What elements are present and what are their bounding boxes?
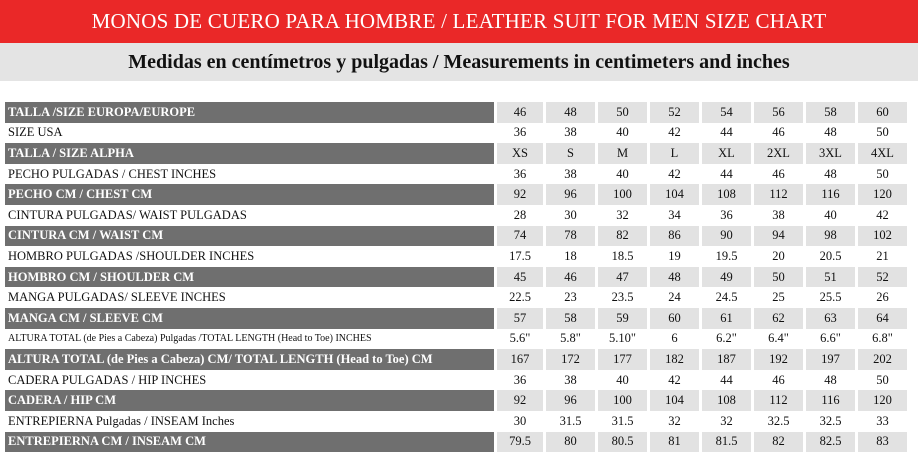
size-value-cell: 44: [699, 164, 751, 185]
table-row: [5, 205, 907, 226]
size-chart-table: [5, 102, 907, 452]
row-label: TALLA /SIZE EUROPA/EUROPE: [5, 102, 494, 123]
row-label: ENTREPIERNA CM / INSEAM CM: [5, 432, 494, 453]
size-value-cell: 50: [855, 123, 907, 144]
size-value-cell: 32: [595, 205, 647, 226]
size-value-cell: 34: [647, 205, 699, 226]
size-chart-body: [5, 102, 907, 452]
size-value-cell: 20: [751, 246, 803, 267]
size-value-cell: 48: [647, 267, 699, 288]
size-value-cell: 40: [595, 164, 647, 185]
row-label: ALTURA TOTAL (de Pies a Cabeza) Pulgadas /TOTAL LENGTH (Head to Toe) INCHES: [5, 329, 494, 350]
table-row: [5, 267, 907, 288]
size-value-cell: 19: [647, 246, 699, 267]
size-value-cell: 36: [699, 205, 751, 226]
size-value-cell: 58: [543, 308, 595, 329]
size-value-cell: 120: [855, 184, 907, 205]
size-value-cell: 104: [647, 184, 699, 205]
size-value-cell: 49: [699, 267, 751, 288]
size-value-cell: 172: [543, 349, 595, 370]
size-value-cell: 100: [595, 184, 647, 205]
size-value-cell: 96: [543, 184, 595, 205]
row-label: PECHO PULGADAS / CHEST INCHES: [5, 164, 494, 185]
size-value-cell: 48: [543, 102, 595, 123]
size-value-cell: 102: [855, 226, 907, 247]
size-value-cell: 42: [647, 123, 699, 144]
table-row: [5, 308, 907, 329]
size-value-cell: 108: [699, 184, 751, 205]
size-value-cell: 48: [803, 123, 855, 144]
size-value-cell: 44: [699, 370, 751, 391]
size-value-cell: 3XL: [803, 143, 855, 164]
row-label: PECHO CM / CHEST CM: [5, 184, 494, 205]
size-value-cell: 80.5: [595, 432, 647, 453]
size-value-cell: 31.5: [543, 411, 595, 432]
size-value-cell: 94: [751, 226, 803, 247]
size-value-cell: 81: [647, 432, 699, 453]
size-value-cell: 46: [543, 267, 595, 288]
size-value-cell: 187: [699, 349, 751, 370]
table-row: [5, 184, 907, 205]
row-label: ENTREPIERNA Pulgadas / INSEAM Inches: [5, 411, 494, 432]
size-value-cell: 104: [647, 390, 699, 411]
size-value-cell: 50: [855, 164, 907, 185]
size-value-cell: 38: [543, 370, 595, 391]
size-value-cell: 116: [803, 390, 855, 411]
row-label: ALTURA TOTAL (de Pies a Cabeza) CM/ TOTAL LENGTH (Head to Toe) CM: [5, 349, 494, 370]
size-value-cell: 5.8": [543, 329, 595, 350]
row-label: CINTURA PULGADAS/ WAIST PULGADAS: [5, 205, 494, 226]
size-value-cell: 38: [751, 205, 803, 226]
size-value-cell: S: [543, 143, 595, 164]
size-value-cell: XS: [494, 143, 543, 164]
size-value-cell: 46: [751, 123, 803, 144]
size-value-cell: 24.5: [699, 287, 751, 308]
size-value-cell: 26: [855, 287, 907, 308]
size-value-cell: 25: [751, 287, 803, 308]
table-row: [5, 143, 907, 164]
size-value-cell: 5.10": [595, 329, 647, 350]
size-value-cell: 4XL: [855, 143, 907, 164]
row-label: TALLA / SIZE ALPHA: [5, 143, 494, 164]
size-value-cell: 31.5: [595, 411, 647, 432]
size-value-cell: 197: [803, 349, 855, 370]
size-value-cell: 82: [751, 432, 803, 453]
size-value-cell: 23.5: [595, 287, 647, 308]
table-row: [5, 123, 907, 144]
size-value-cell: 52: [647, 102, 699, 123]
row-label: MANGA CM / SLEEVE CM: [5, 308, 494, 329]
size-value-cell: 81.5: [699, 432, 751, 453]
size-value-cell: 59: [595, 308, 647, 329]
size-value-cell: 54: [699, 102, 751, 123]
size-value-cell: 167: [494, 349, 543, 370]
table-row: [5, 287, 907, 308]
size-value-cell: 82.5: [803, 432, 855, 453]
table-row: [5, 329, 907, 350]
size-value-cell: 82: [595, 226, 647, 247]
table-row: [5, 411, 907, 432]
size-value-cell: 38: [543, 164, 595, 185]
size-value-cell: 96: [543, 390, 595, 411]
size-value-cell: 6.4": [751, 329, 803, 350]
table-row: [5, 246, 907, 267]
size-value-cell: 32: [699, 411, 751, 432]
row-label: CINTURA CM / WAIST CM: [5, 226, 494, 247]
size-value-cell: 6.8": [855, 329, 907, 350]
size-value-cell: 90: [699, 226, 751, 247]
size-value-cell: 40: [803, 205, 855, 226]
size-value-cell: 46: [494, 102, 543, 123]
size-value-cell: 50: [751, 267, 803, 288]
size-value-cell: 192: [751, 349, 803, 370]
table-row: [5, 390, 907, 411]
size-value-cell: 60: [647, 308, 699, 329]
size-value-cell: 6: [647, 329, 699, 350]
size-value-cell: 28: [494, 205, 543, 226]
size-value-cell: 52: [855, 267, 907, 288]
chart-subtitle: Medidas en centímetros y pulgadas / Measurements in centimeters and inches: [0, 43, 918, 81]
size-value-cell: 36: [494, 370, 543, 391]
size-value-cell: 44: [699, 123, 751, 144]
size-value-cell: 38: [543, 123, 595, 144]
table-row: [5, 102, 907, 123]
size-value-cell: L: [647, 143, 699, 164]
size-value-cell: 40: [595, 370, 647, 391]
size-value-cell: 112: [751, 184, 803, 205]
size-value-cell: 6.6": [803, 329, 855, 350]
size-value-cell: 42: [855, 205, 907, 226]
size-value-cell: 2XL: [751, 143, 803, 164]
size-value-cell: 23: [543, 287, 595, 308]
size-value-cell: 32.5: [751, 411, 803, 432]
size-value-cell: 61: [699, 308, 751, 329]
table-row: [5, 432, 907, 453]
size-value-cell: 83: [855, 432, 907, 453]
row-label: SIZE USA: [5, 123, 494, 144]
size-value-cell: 92: [494, 390, 543, 411]
size-value-cell: 30: [494, 411, 543, 432]
size-value-cell: 92: [494, 184, 543, 205]
chart-title: MONOS DE CUERO PARA HOMBRE / LEATHER SUIT FOR MEN SIZE CHART: [0, 0, 918, 43]
row-label: HOMBRO PULGADAS /SHOULDER INCHES: [5, 246, 494, 267]
size-value-cell: M: [595, 143, 647, 164]
row-label: CADERA / HIP CM: [5, 390, 494, 411]
size-value-cell: 5.6": [494, 329, 543, 350]
size-value-cell: 64: [855, 308, 907, 329]
size-value-cell: 63: [803, 308, 855, 329]
size-value-cell: 19.5: [699, 246, 751, 267]
row-label: HOMBRO CM / SHOULDER CM: [5, 267, 494, 288]
size-value-cell: 120: [855, 390, 907, 411]
size-value-cell: 30: [543, 205, 595, 226]
size-value-cell: 202: [855, 349, 907, 370]
row-label: CADERA PULGADAS / HIP INCHES: [5, 370, 494, 391]
size-value-cell: 33: [855, 411, 907, 432]
size-value-cell: 79.5: [494, 432, 543, 453]
size-value-cell: 6.2": [699, 329, 751, 350]
size-value-cell: 78: [543, 226, 595, 247]
size-value-cell: 21: [855, 246, 907, 267]
size-value-cell: 80: [543, 432, 595, 453]
size-value-cell: 40: [595, 123, 647, 144]
size-value-cell: XL: [699, 143, 751, 164]
size-value-cell: 47: [595, 267, 647, 288]
size-value-cell: 51: [803, 267, 855, 288]
size-value-cell: 36: [494, 123, 543, 144]
size-value-cell: 42: [647, 164, 699, 185]
size-value-cell: 48: [803, 164, 855, 185]
size-value-cell: 112: [751, 390, 803, 411]
size-value-cell: 98: [803, 226, 855, 247]
size-value-cell: 42: [647, 370, 699, 391]
size-value-cell: 60: [855, 102, 907, 123]
table-row: [5, 226, 907, 247]
size-value-cell: 50: [595, 102, 647, 123]
size-value-cell: 74: [494, 226, 543, 247]
size-value-cell: 46: [751, 370, 803, 391]
size-value-cell: 116: [803, 184, 855, 205]
size-value-cell: 62: [751, 308, 803, 329]
row-label: MANGA PULGADAS/ SLEEVE INCHES: [5, 287, 494, 308]
size-value-cell: 57: [494, 308, 543, 329]
size-value-cell: 100: [595, 390, 647, 411]
size-value-cell: 25.5: [803, 287, 855, 308]
size-value-cell: 48: [803, 370, 855, 391]
size-value-cell: 36: [494, 164, 543, 185]
size-value-cell: 46: [751, 164, 803, 185]
size-value-cell: 56: [751, 102, 803, 123]
size-value-cell: 58: [803, 102, 855, 123]
size-value-cell: 45: [494, 267, 543, 288]
size-value-cell: 108: [699, 390, 751, 411]
size-value-cell: 177: [595, 349, 647, 370]
size-value-cell: 18.5: [595, 246, 647, 267]
size-value-cell: 24: [647, 287, 699, 308]
size-value-cell: 32.5: [803, 411, 855, 432]
table-row: [5, 349, 907, 370]
table-row: [5, 370, 907, 391]
size-value-cell: 20.5: [803, 246, 855, 267]
size-value-cell: 32: [647, 411, 699, 432]
size-value-cell: 18: [543, 246, 595, 267]
size-value-cell: 182: [647, 349, 699, 370]
size-value-cell: 22.5: [494, 287, 543, 308]
size-value-cell: 50: [855, 370, 907, 391]
size-value-cell: 86: [647, 226, 699, 247]
size-value-cell: 17.5: [494, 246, 543, 267]
table-row: [5, 164, 907, 185]
